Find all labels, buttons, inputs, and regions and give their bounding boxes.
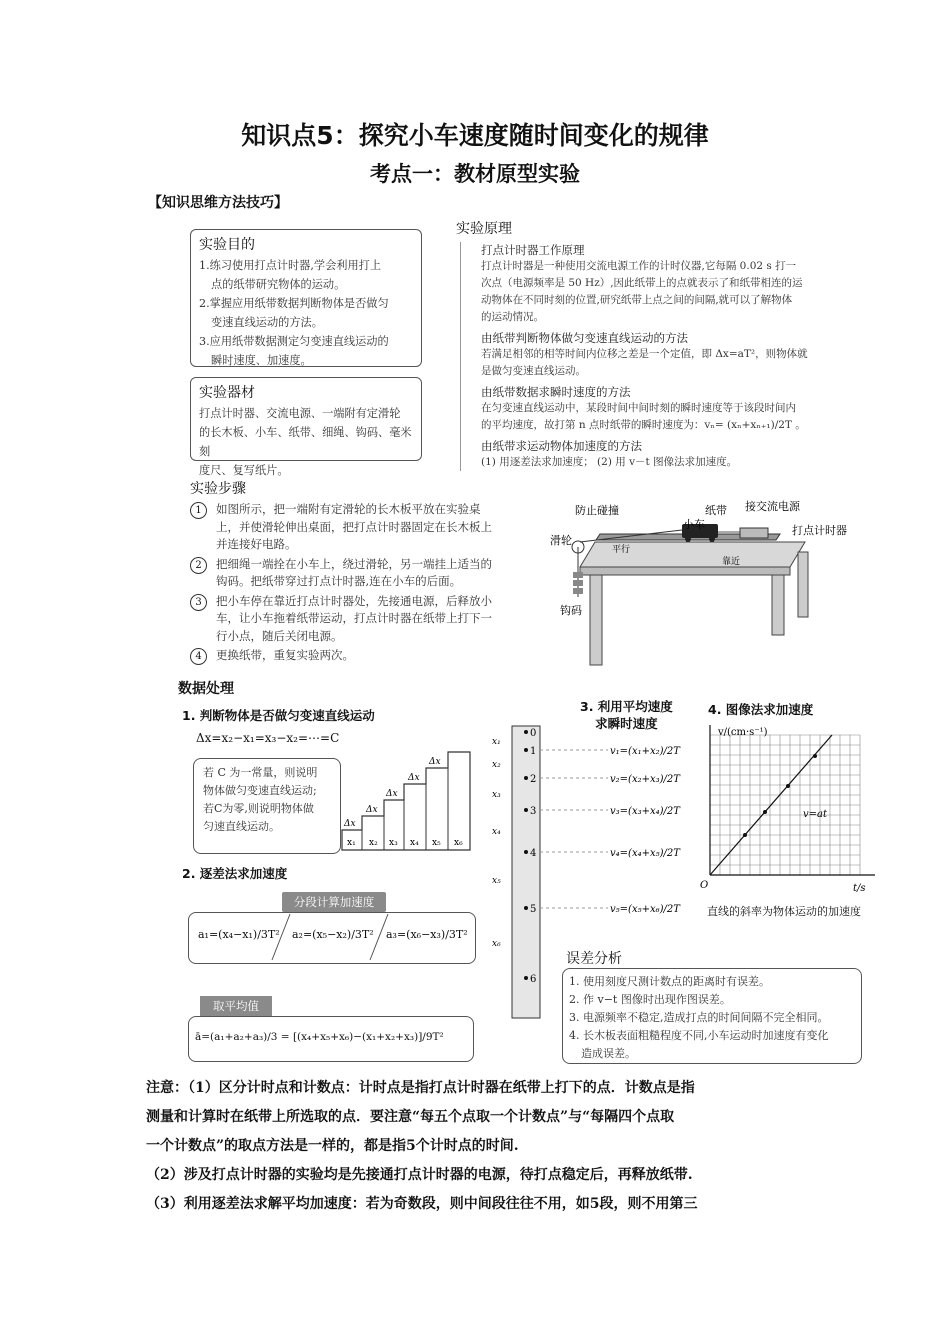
step-line: 并连接好电路。 bbox=[216, 537, 297, 551]
avg-tag: 取平均值 bbox=[200, 996, 272, 1016]
purpose-box bbox=[190, 229, 422, 367]
graph-origin: O bbox=[700, 880, 709, 891]
step-line: 更换纸带，重复实验两次。 bbox=[216, 648, 354, 662]
stair-label: x₅ bbox=[432, 838, 441, 848]
s1-note-line: 匀速直线运动。 bbox=[203, 820, 280, 833]
delta-label: Δx bbox=[386, 789, 398, 799]
principle-heading: 由纸带求运动物体加速度的方法 bbox=[481, 439, 642, 453]
label-tape: 纸带 bbox=[705, 504, 727, 517]
equipment-title: 实验器材 bbox=[199, 385, 255, 401]
apparatus-illustration bbox=[540, 492, 860, 677]
error-box bbox=[562, 968, 862, 1064]
principle-text: 在匀变速直线运动中，某段时间中间时刻的瞬时速度等于该段时间内 bbox=[481, 402, 796, 414]
velocity-formula: v₄=(x₄+x₅)/2T bbox=[610, 848, 680, 859]
label-cart: 小车 bbox=[683, 518, 705, 531]
step-line: 行小点，随后关闭电源。 bbox=[216, 628, 343, 643]
principle-text: 是做匀变速直线运动。 bbox=[481, 365, 586, 377]
velocity-formula: v₃=(x₃+x₄)/2T bbox=[610, 806, 680, 817]
delta-label: Δx bbox=[366, 805, 378, 815]
step-item bbox=[190, 556, 520, 591]
stair-label: x₄ bbox=[410, 838, 419, 848]
step-number: 4 bbox=[190, 648, 207, 665]
notes-block bbox=[146, 1074, 846, 1219]
purpose-line: 1.练习使用打点计时器,学会利用打上 bbox=[199, 259, 382, 272]
step-number: 3 bbox=[190, 594, 207, 611]
s2-title: 2. 逐差法求加速度 bbox=[182, 866, 288, 881]
s3-title-line: 3. 利用平均速度 bbox=[580, 699, 673, 714]
note-line: （2）涉及打点计时器的实验均是先接通打点计时器的电源，待打点稳定后，再释放纸带. bbox=[146, 1167, 693, 1183]
tape-x-label: x₄ bbox=[492, 827, 501, 837]
purpose-line: 2.掌握应用纸带数据判断物体是否做匀 bbox=[199, 297, 389, 310]
step-line: 钩码。把纸带穿过打点计时器,连在小车的后面。 bbox=[216, 574, 462, 588]
s1-formula: Δx=x₂−x₁=x₃−x₂=⋯=C bbox=[196, 731, 340, 745]
steps-panel bbox=[190, 478, 520, 665]
purpose-line: 3.应用纸带数据测定匀变速直线运动的 bbox=[199, 335, 389, 348]
error-title: 误差分析 bbox=[566, 951, 622, 967]
principle-title: 实验原理 bbox=[456, 221, 512, 237]
tape-point-label: 4 bbox=[530, 848, 537, 859]
delta-label: Δx bbox=[429, 757, 441, 767]
page-title: 知识点5：探究小车速度随时间变化的规律 bbox=[241, 121, 709, 150]
equipment-box bbox=[190, 377, 422, 477]
step-line: 车，让小车拖着纸带运动，打点计时器在纸带上打下一 bbox=[216, 611, 492, 625]
error-line: 1. 使用刻度尺测计数点的距离时有误差。 bbox=[569, 975, 770, 988]
formula-a1: a₁=(x₄−x₁)/3T² bbox=[198, 928, 280, 941]
page-subtitle: 考点一：教材原型实验 bbox=[370, 162, 580, 186]
tape-x-label: x₂ bbox=[492, 760, 501, 770]
principle-text: 动物体在不同时刻的位置,研究纸带上点之间的间隔,就可以了解物体 bbox=[481, 294, 793, 306]
s2-tag: 分段计算加速度 bbox=[282, 892, 386, 912]
velocity-formula: v₂=(x₂+x₃)/2T bbox=[610, 774, 680, 785]
equipment-line: 打点计时器、交流电源、一端附有定滑轮 bbox=[199, 407, 401, 420]
vt-graph bbox=[700, 720, 880, 900]
avg-formula-box: ā=(a₁+a₂+a₃)/3 = [(x₄+x₅+x₆)−(x₁+x₂+x₃)]/9T² bbox=[188, 1016, 474, 1062]
principle-heading: 由纸带判断物体做匀变速直线运动的方法 bbox=[481, 331, 688, 345]
note-line: 注意：（1）区分计时点和计数点：计时点是指打点计时器在纸带上打下的点．计数点是指 bbox=[146, 1080, 695, 1096]
step-line: 把细绳一端拴在小车上，绕过滑轮，另一端挂上适当的 bbox=[216, 556, 492, 571]
tape-x-label: x₆ bbox=[492, 939, 501, 949]
step-item bbox=[190, 593, 520, 646]
note-line: （3）利用逐差法求解平均加速度：若为奇数段，则中间段往往不用，如5段，则不用第三 bbox=[146, 1196, 698, 1212]
error-line: 造成误差。 bbox=[581, 1047, 636, 1060]
principle-panel bbox=[456, 218, 856, 471]
section-tag: 【知识思维方法技巧】 bbox=[148, 195, 288, 211]
staircase-diagram bbox=[340, 738, 475, 853]
steps-title: 实验步骤 bbox=[190, 481, 246, 497]
principle-text: 若满足相邻的相等时间内位移之差是一个定值，即 Δx=aT²，则物体就 bbox=[481, 348, 808, 360]
error-line: 4. 长木板表面粗糙程度不同,小车运动时加速度有变化 bbox=[569, 1029, 829, 1042]
s1-title: 1. 判断物体是否做匀变速直线运动 bbox=[182, 708, 375, 723]
stair-label: x₁ bbox=[347, 838, 356, 848]
velocity-formula: v₅=(x₅+x₆)/2T bbox=[610, 904, 680, 915]
purpose-line: 瞬时速度、加速度。 bbox=[211, 354, 312, 367]
stair-label: x₂ bbox=[369, 838, 378, 848]
step-line: 把小车停在靠近打点计时器处，先接通电源，后释放小 bbox=[216, 593, 492, 608]
step-number: 2 bbox=[190, 557, 207, 574]
s3-title-line: 求瞬时速度 bbox=[595, 716, 658, 731]
tape-point-label: 1 bbox=[530, 746, 537, 757]
s4-title: 4. 图像法求加速度 bbox=[708, 702, 814, 717]
error-line: 2. 作 v−t 图像时出现作图误差。 bbox=[569, 993, 731, 1006]
note-line: 一个计数点”的取点方法是一样的，都是指5个计时点的时间. bbox=[146, 1138, 519, 1154]
tape-point-label: 6 bbox=[530, 974, 537, 985]
purpose-line: 变速直线运动的方法。 bbox=[211, 316, 323, 329]
delta-label: Δx bbox=[344, 819, 356, 829]
label-stopper: 防止碰撞 bbox=[575, 504, 619, 517]
note-line: 测量和计算时在纸带上所选取的点．要注意“每五个点取一个计数点”与“每隔四个点取 bbox=[146, 1109, 675, 1125]
graph-xlabel: t/s bbox=[853, 883, 866, 894]
stair-label: x₆ bbox=[454, 838, 463, 848]
tape-x-label: x₃ bbox=[492, 790, 501, 800]
principle-text: 打点计时器是一种使用交流电源工作的计时仪器,它每隔 0.02 s 打一 bbox=[481, 260, 797, 272]
tape-point-label: 2 bbox=[530, 774, 537, 785]
s1-note-line: 若 C 为一常量，则说明 bbox=[203, 766, 318, 779]
delta-label: Δx bbox=[408, 773, 420, 783]
label-weights: 钩码 bbox=[560, 604, 582, 617]
label-pulley: 滑轮 bbox=[550, 534, 572, 547]
principle-text: 次点（电源频率是 50 Hz）,因此纸带上的点就表示了和纸带相连的运 bbox=[481, 277, 803, 289]
principle-text: 的运动情况。 bbox=[481, 311, 544, 323]
tape-x-label: x₅ bbox=[492, 876, 501, 886]
purpose-title: 实验目的 bbox=[199, 237, 255, 253]
s1-note-line: 若C为零,则说明物体做 bbox=[203, 802, 314, 815]
tape-x-label: x₁ bbox=[492, 737, 501, 747]
error-line: 3. 电源频率不稳定,造成打点的时间间隔不完全相同。 bbox=[569, 1011, 829, 1024]
s1-note-line: 物体做匀变速直线运动; bbox=[203, 784, 317, 797]
tape-point-label: 3 bbox=[530, 806, 537, 817]
velocity-formula: v₁=(x₁+x₂)/2T bbox=[610, 746, 680, 757]
label-timer: 打点计时器 bbox=[792, 524, 847, 537]
s1-note-box bbox=[193, 758, 341, 854]
tape-point-label: 0 bbox=[530, 728, 537, 739]
data-processing-title: 数据处理 bbox=[178, 681, 234, 697]
formula-a3: a₃=(x₆−x₃)/3T² bbox=[386, 928, 468, 941]
graph-caption: 直线的斜率为物体运动的加速度 bbox=[707, 905, 861, 918]
step-line: 上，并使滑轮伸出桌面，把打点计时器固定在长木板上 bbox=[216, 519, 492, 534]
step-item bbox=[190, 647, 520, 665]
principle-heading: 由纸带数据求瞬时速度的方法 bbox=[481, 385, 631, 399]
label-power: 接交流电源 bbox=[745, 500, 800, 513]
principle-text: (1) 用逐差法求加速度； (2) 用 v－t 图像法求加速度。 bbox=[481, 456, 738, 468]
label-near: 靠近 bbox=[722, 557, 741, 567]
graph-line-label: v=at bbox=[803, 809, 828, 820]
step-number: 1 bbox=[190, 502, 207, 519]
equipment-line: 度尺、复写纸片。 bbox=[199, 464, 289, 477]
principle-text: 的平均速度，故打第 n 点时纸带的瞬时速度为：vₙ= (xₙ+xₙ₊₁)/2T 。 bbox=[481, 419, 806, 431]
label-parallel: 平行 bbox=[612, 545, 631, 555]
step-line: 如图所示，把一端附有定滑轮的长木板平放在实验桌 bbox=[216, 502, 481, 516]
graph-ylabel: v/(cm·s⁻¹) bbox=[718, 727, 768, 738]
step-item bbox=[190, 501, 520, 554]
stair-label: x₃ bbox=[389, 838, 398, 848]
equipment-line: 的长木板、小车、纸带、细绳、钩码、毫米刻 bbox=[199, 426, 412, 458]
tape-point-label: 5 bbox=[530, 904, 537, 915]
formula-a2: a₂=(x₅−x₂)/3T² bbox=[292, 928, 374, 941]
purpose-line: 点的纸带研究物体的运动。 bbox=[211, 278, 346, 291]
principle-heading: 打点计时器工作原理 bbox=[481, 243, 585, 257]
